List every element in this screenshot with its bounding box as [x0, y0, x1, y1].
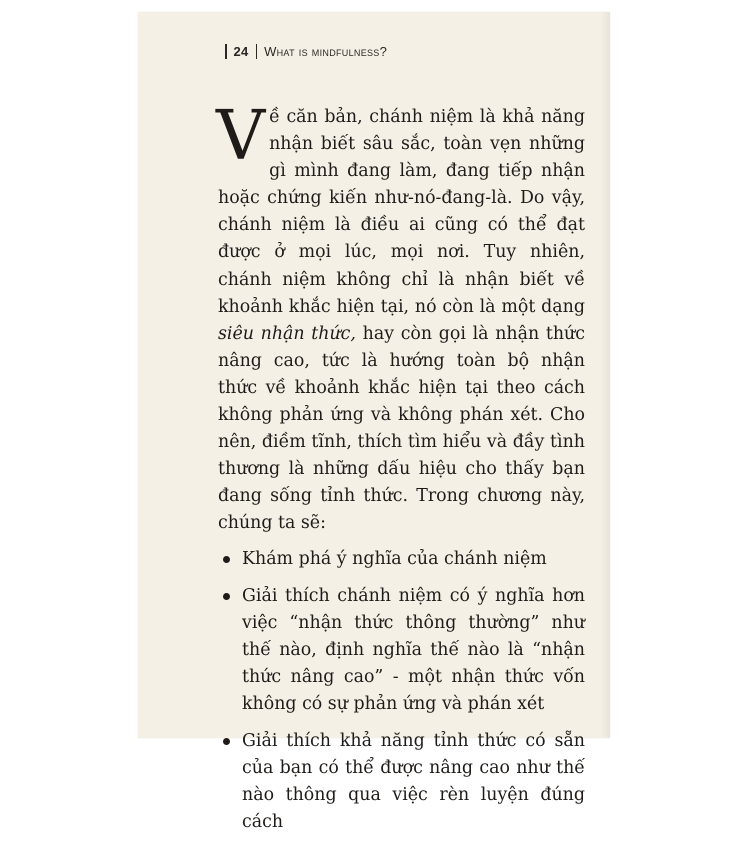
drop-cap: V	[216, 97, 266, 176]
header-divider-right	[256, 44, 258, 59]
list-item-text: Giải thích chánh niệm có ý nghĩa hơn việc “nhận thức thông thường” như thế nào, định nghĩa thế nào là “nhận thức nâng cao” - một nhận thức vốn không có sự phản ứng và phán xét	[242, 585, 585, 714]
page-number: 24	[233, 44, 249, 59]
chapter-title: What is mindfulness?	[264, 44, 388, 59]
book-page	[138, 12, 610, 833]
intro-paragraph	[216, 97, 585, 538]
bullet-icon	[223, 556, 230, 563]
running-header	[218, 44, 387, 59]
bullet-icon	[223, 738, 230, 745]
bullet-list	[218, 546, 585, 837]
list-item	[218, 546, 585, 573]
intro-emphasis: siêu nhận thức,	[218, 323, 356, 344]
list-item-text: Giải thích khả năng tỉnh thức có sẵn của bạn có thể được nâng cao như thế nào thông qua việc rèn luyện đúng cách	[242, 731, 585, 833]
list-item-text: Khám phá ý nghĩa của chánh niệm	[242, 548, 547, 569]
header-divider-left	[225, 44, 227, 59]
list-item	[218, 583, 585, 718]
intro-text-part-2: hay còn gọi là nhận thức nâng cao, tức là hướng toàn bộ nhận thức về khoảnh khắc hiện tại theo cách không phản ứng và không phán xét. Cho nên, điềm tĩnh, thích tìm hiểu và đầy tình thương là những dấu hiệu cho thấy bạn đang sống tỉnh thức. Trong chương này, chúng ta sẽ:	[218, 323, 585, 534]
list-item	[218, 728, 585, 836]
page-edge-shadow	[600, 12, 610, 738]
body-text	[216, 97, 585, 846]
bullet-icon	[223, 593, 230, 600]
intro-text-part-1: ề căn bản, chánh niệm là khả năng nhận biết sâu sắc, toàn vẹn những gì mình đang làm, đang tiếp nhận hoặc chứng kiến như-nó-đang-là. Do vậy, chánh niệm là điều ai cũng có thể đạt được ở mọi lúc, mọi nơi. Tuy nhiên, chánh niệm không chỉ là nhận biết về khoảnh khắc hiện tại, nó còn là một dạng	[218, 107, 585, 317]
